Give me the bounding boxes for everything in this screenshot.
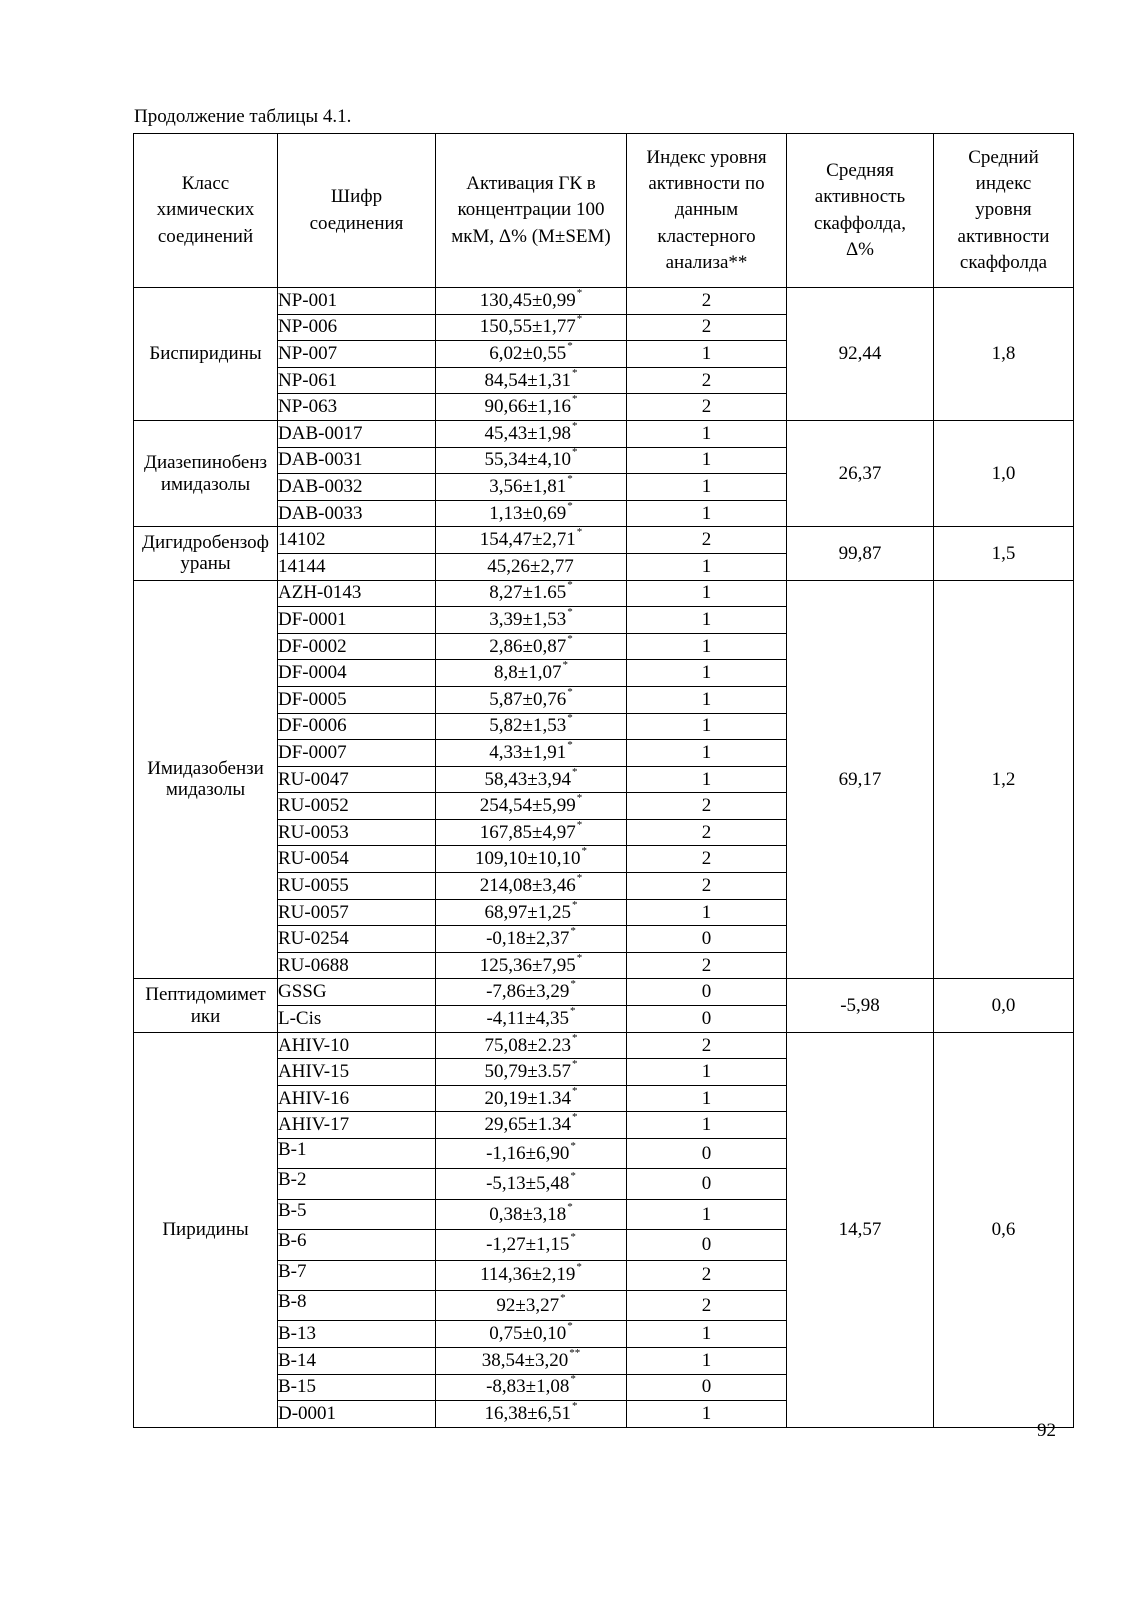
compound-code-cell: GSSG [278,979,436,1006]
activation-cell [436,633,627,660]
activation-value: 38,54±3,20 [481,1349,569,1371]
activation-cell [436,580,627,607]
header-class: Класс химических соединений [134,134,278,288]
significance-mark: * [581,845,587,858]
compound-code-cell: AHIV-17 [278,1112,436,1139]
activity-index-cell: 2 [627,394,787,421]
compound-code-cell: DF-0004 [278,660,436,687]
activity-index-cell: 0 [627,979,787,1006]
table-row [134,1032,1074,1059]
significance-mark: * [567,712,573,725]
table-row [134,527,1074,554]
activation-cell [436,1006,627,1033]
compound-code-cell: B-2 [278,1169,436,1199]
activation-cell [436,474,627,501]
table-row [134,580,1074,607]
compound-code-cell: RU-0057 [278,899,436,926]
significance-mark: * [571,1084,578,1097]
compound-code-cell: AZH-0143 [278,580,436,607]
significance-mark: * [576,818,583,831]
compound-code-cell: DAB-0031 [278,447,436,474]
activity-index-cell: 2 [627,527,787,554]
activity-index-cell: 1 [627,1085,787,1112]
activation-cell [436,1401,627,1428]
activity-index-cell: 1 [627,766,787,793]
activation-cell [436,1199,627,1229]
compound-code-cell: 14102 [278,527,436,554]
compound-code-cell: B-1 [278,1139,436,1169]
compound-code-cell: NP-061 [278,367,436,394]
significance-mark: * [570,1004,576,1017]
activation-cell [436,952,627,979]
activity-index-cell: 1 [627,553,787,580]
activation-cell [436,553,627,580]
significance-mark: * [570,1170,576,1183]
activation-cell [436,288,627,315]
table-row [134,288,1074,315]
compound-code-cell: RU-0254 [278,926,436,953]
significance-mark: * [571,446,578,459]
significance-mark: * [571,393,578,406]
header-mean-activity: Средняя активность скаффолда, Δ% [787,134,934,288]
compound-code-cell: B-13 [278,1321,436,1348]
activity-index-cell: 1 [627,899,787,926]
activation-cell [436,500,627,527]
activation-value: -1,16±6,90 [486,1142,570,1164]
activity-index-cell: 1 [627,607,787,634]
significance-mark: * [571,419,578,432]
activation-value: 3,39±1,53 [489,609,567,630]
activity-index-cell: 1 [627,420,787,447]
activation-cell [436,793,627,820]
activity-index-cell: 1 [627,740,787,767]
activation-value: 254,54±5,99 [479,795,576,817]
significance-mark: * [567,1200,573,1213]
significance-mark: * [571,1400,578,1412]
significance-mark: * [567,579,573,592]
compound-code-cell: DAB-0032 [278,474,436,501]
activation-cell [436,846,627,873]
significance-mark: * [570,925,576,938]
activation-cell [436,1260,627,1290]
activation-cell [436,766,627,793]
compound-code-cell: 14144 [278,553,436,580]
activation-cell [436,1290,627,1320]
activation-value: 130,45±0,99 [479,289,576,311]
header-code: Шифр соединения [278,134,436,288]
activation-cell [436,1032,627,1059]
compound-code-cell: RU-0054 [278,846,436,873]
class-name-cell: Пиридины [134,1032,278,1427]
activation-value: 16,38±6,51 [484,1403,571,1424]
activity-index-cell: 1 [627,341,787,368]
activation-cell [436,314,627,341]
activation-cell [436,1321,627,1348]
significance-mark: * [576,526,583,539]
activation-value: -0,18±2,37 [486,928,570,950]
significance-mark: * [571,765,578,778]
scaffold-mean-index-cell: 0,6 [934,1032,1074,1427]
compound-code-cell: B-7 [278,1260,436,1290]
activation-cell [436,1139,627,1169]
data-table [133,133,1074,1428]
activation-cell [436,1374,627,1401]
activation-value: -7,86±3,29 [486,981,570,1003]
compound-code-cell: RU-0055 [278,873,436,900]
significance-mark: * [571,898,578,911]
compound-code-cell: RU-0053 [278,819,436,846]
activation-value: 50,79±3.57 [484,1061,571,1083]
compound-code-cell: NP-001 [278,288,436,315]
significance-mark: * [571,1058,578,1071]
compound-code-cell: NP-063 [278,394,436,421]
activity-index-cell: 1 [627,580,787,607]
significance-mark: * [570,1139,576,1152]
activity-index-cell: 0 [627,1139,787,1169]
activation-cell [436,420,627,447]
significance-mark: * [560,1291,566,1304]
compound-code-cell: DF-0002 [278,633,436,660]
activation-value: 114,36±2,19 [480,1264,576,1286]
activation-value: 5,82±1,53 [489,715,567,737]
activity-index-cell: 0 [627,1006,787,1033]
significance-mark: * [567,499,573,512]
activity-index-cell: 1 [627,1321,787,1348]
significance-mark: * [576,313,583,326]
activity-index-cell: 2 [627,1260,787,1290]
activation-cell [436,740,627,767]
activation-value: 20,19±1.34 [484,1087,571,1109]
activation-cell [436,527,627,554]
significance-mark: * [567,1320,573,1333]
activity-index-cell: 1 [627,686,787,713]
significance-mark: * [571,1031,578,1044]
scaffold-mean-index-cell: 1,0 [934,420,1074,526]
activation-cell [436,607,627,634]
activity-index-cell: 2 [627,288,787,315]
significance-mark: * [567,473,573,486]
activation-cell [436,713,627,740]
class-name-cell: Диазепинобензимидазолы [134,420,278,526]
activity-index-cell: 1 [627,1112,787,1139]
activity-index-cell: 2 [627,819,787,846]
compound-code-cell: DF-0001 [278,607,436,634]
activation-value: 45,43±1,98 [484,422,571,444]
activation-value: 45,26±2,77 [487,555,574,577]
activation-cell [436,926,627,953]
activation-cell [436,367,627,394]
scaffold-mean-activity-cell: 14,57 [787,1032,934,1427]
significance-mark: * [567,340,573,353]
activity-index-cell: 2 [627,1290,787,1320]
activity-index-cell: 1 [627,1401,787,1428]
activation-cell [436,899,627,926]
activation-value: 75,08±2.23 [484,1034,571,1056]
class-name-cell: Имидазобензимидазолы [134,580,278,979]
significance-mark: * [576,286,583,299]
activity-index-cell: 1 [627,1059,787,1086]
compound-code-cell: DAB-0033 [278,500,436,527]
table-row [134,420,1074,447]
compound-code-cell: NP-006 [278,314,436,341]
class-name-cell: Дигидробензофураны [134,527,278,580]
significance-mark: * [570,1373,576,1386]
activity-index-cell: 1 [627,660,787,687]
scaffold-mean-index-cell: 0,0 [934,979,1074,1032]
activation-value: 92±3,27 [496,1294,560,1316]
scaffold-mean-activity-cell: 26,37 [787,420,934,526]
scaffold-mean-activity-cell: -5,98 [787,979,934,1032]
scaffold-mean-activity-cell: 92,44 [787,288,934,421]
activation-value: 4,33±1,91 [489,741,567,763]
significance-mark: * [567,685,573,698]
header-mean-index: Средний индекс уровня активности скаффолда [934,134,1074,288]
scaffold-mean-index-cell: 1,5 [934,527,1074,580]
activity-index-cell: 2 [627,314,787,341]
compound-code-cell: B-8 [278,1290,436,1320]
compound-code-cell: AHIV-10 [278,1032,436,1059]
activation-value: 3,56±1,81 [489,476,567,498]
activation-cell [436,660,627,687]
significance-mark: * [571,366,578,379]
activation-cell [436,1085,627,1112]
activity-index-cell: 0 [627,1374,787,1401]
activity-index-cell: 1 [627,500,787,527]
significance-mark: * [576,871,583,884]
compound-code-cell: AHIV-16 [278,1085,436,1112]
activation-cell [436,1059,627,1086]
header-index: Индекс уровня активности по данным кластерного анализа** [627,134,787,288]
activation-value: 1,13±0,69 [489,502,567,524]
activation-value: 8,27±1.65 [489,582,567,604]
compound-code-cell: RU-0052 [278,793,436,820]
significance-mark: * [567,632,573,645]
activity-index-cell: 2 [627,1032,787,1059]
compound-code-cell: DF-0006 [278,713,436,740]
activation-value: -1,27±1,15 [486,1233,570,1255]
activation-value: 214,08±3,46 [479,874,576,896]
class-name-cell: Пептидомиметики [134,979,278,1032]
activity-index-cell: 1 [627,1199,787,1229]
significance-mark: * [570,1230,576,1243]
scaffold-mean-activity-cell: 99,87 [787,527,934,580]
activation-value: -4,11±4,35 [486,1007,570,1029]
activation-value: -5,13±5,48 [486,1173,570,1195]
activity-index-cell: 0 [627,1169,787,1199]
compound-code-cell: L-Cis [278,1006,436,1033]
activity-index-cell: 1 [627,633,787,660]
significance-mark: * [567,606,573,618]
significance-mark: * [571,1111,578,1124]
significance-mark: * [567,738,573,751]
activation-value: 125,36±7,95 [479,954,576,976]
header-row [134,134,1074,288]
table-row [134,979,1074,1006]
compound-code-cell: D-0001 [278,1401,436,1428]
activation-cell [436,819,627,846]
compound-code-cell: DAB-0017 [278,420,436,447]
activity-index-cell: 2 [627,367,787,394]
activation-value: 6,02±0,55 [489,343,567,365]
activation-value: 8,8±1,07 [494,662,562,684]
activation-value: 5,87±0,76 [489,688,567,710]
significance-mark: * [570,978,576,991]
activity-index-cell: 0 [627,926,787,953]
activation-value: -8,83±1,08 [486,1376,570,1398]
scaffold-mean-activity-cell: 69,17 [787,580,934,979]
activation-cell [436,1112,627,1139]
compound-code-cell: DF-0007 [278,740,436,767]
activation-value: 0,38±3,18 [489,1203,567,1225]
activity-index-cell: 2 [627,952,787,979]
compound-code-cell: B-5 [278,1199,436,1229]
significance-mark: ** [569,1346,581,1359]
compound-code-cell: B-14 [278,1347,436,1374]
activity-index-cell: 2 [627,873,787,900]
header-activation: Активация ГК в концентрации 100 мкМ, Δ% (M±SEM) [436,134,627,288]
activation-value: 2,86±0,87 [489,635,567,657]
activation-value: 58,43±3,94 [484,768,571,790]
activation-value: 150,55±1,77 [479,316,576,338]
significance-mark: * [576,951,583,964]
page-number: 92 [1037,1420,1056,1441]
significance-mark: * [576,792,583,805]
activation-cell [436,341,627,368]
compound-code-cell: RU-0047 [278,766,436,793]
activation-value: 167,85±4,97 [479,821,576,843]
activity-index-cell: 2 [627,793,787,820]
compound-code-cell: DF-0005 [278,686,436,713]
activation-value: 0,75±0,10 [489,1323,567,1345]
compound-code-cell: AHIV-15 [278,1059,436,1086]
activation-value: 90,66±1,16 [484,396,571,418]
compound-code-cell: B-6 [278,1230,436,1260]
scaffold-mean-index-cell: 1,2 [934,580,1074,979]
activation-value: 68,97±1,25 [484,901,571,923]
compound-code-cell: NP-007 [278,341,436,368]
compound-code-cell: B-15 [278,1374,436,1401]
activation-cell [436,1169,627,1199]
activation-cell [436,1347,627,1374]
scaffold-mean-index-cell: 1,8 [934,288,1074,421]
table-caption: Продолжение таблицы 4.1. [134,106,352,127]
significance-mark: * [562,659,568,672]
activity-index-cell: 2 [627,846,787,873]
activation-value: 109,10±10,10 [475,848,581,870]
activation-value: 55,34±4,10 [484,449,571,471]
activation-value: 154,47±2,71 [479,529,576,551]
activity-index-cell: 1 [627,1347,787,1374]
activation-cell [436,873,627,900]
activity-index-cell: 1 [627,474,787,501]
activity-index-cell: 0 [627,1230,787,1260]
activation-cell [436,394,627,421]
activity-index-cell: 1 [627,447,787,474]
activation-cell [436,979,627,1006]
significance-mark: * [576,1261,582,1274]
compound-code-cell: RU-0688 [278,952,436,979]
activation-cell [436,686,627,713]
activation-cell [436,1230,627,1260]
activity-index-cell: 1 [627,713,787,740]
activation-value: 84,54±1,31 [484,369,571,391]
class-name-cell: Биспиридины [134,288,278,421]
activation-cell [436,447,627,474]
activation-value: 29,65±1.34 [484,1114,571,1136]
